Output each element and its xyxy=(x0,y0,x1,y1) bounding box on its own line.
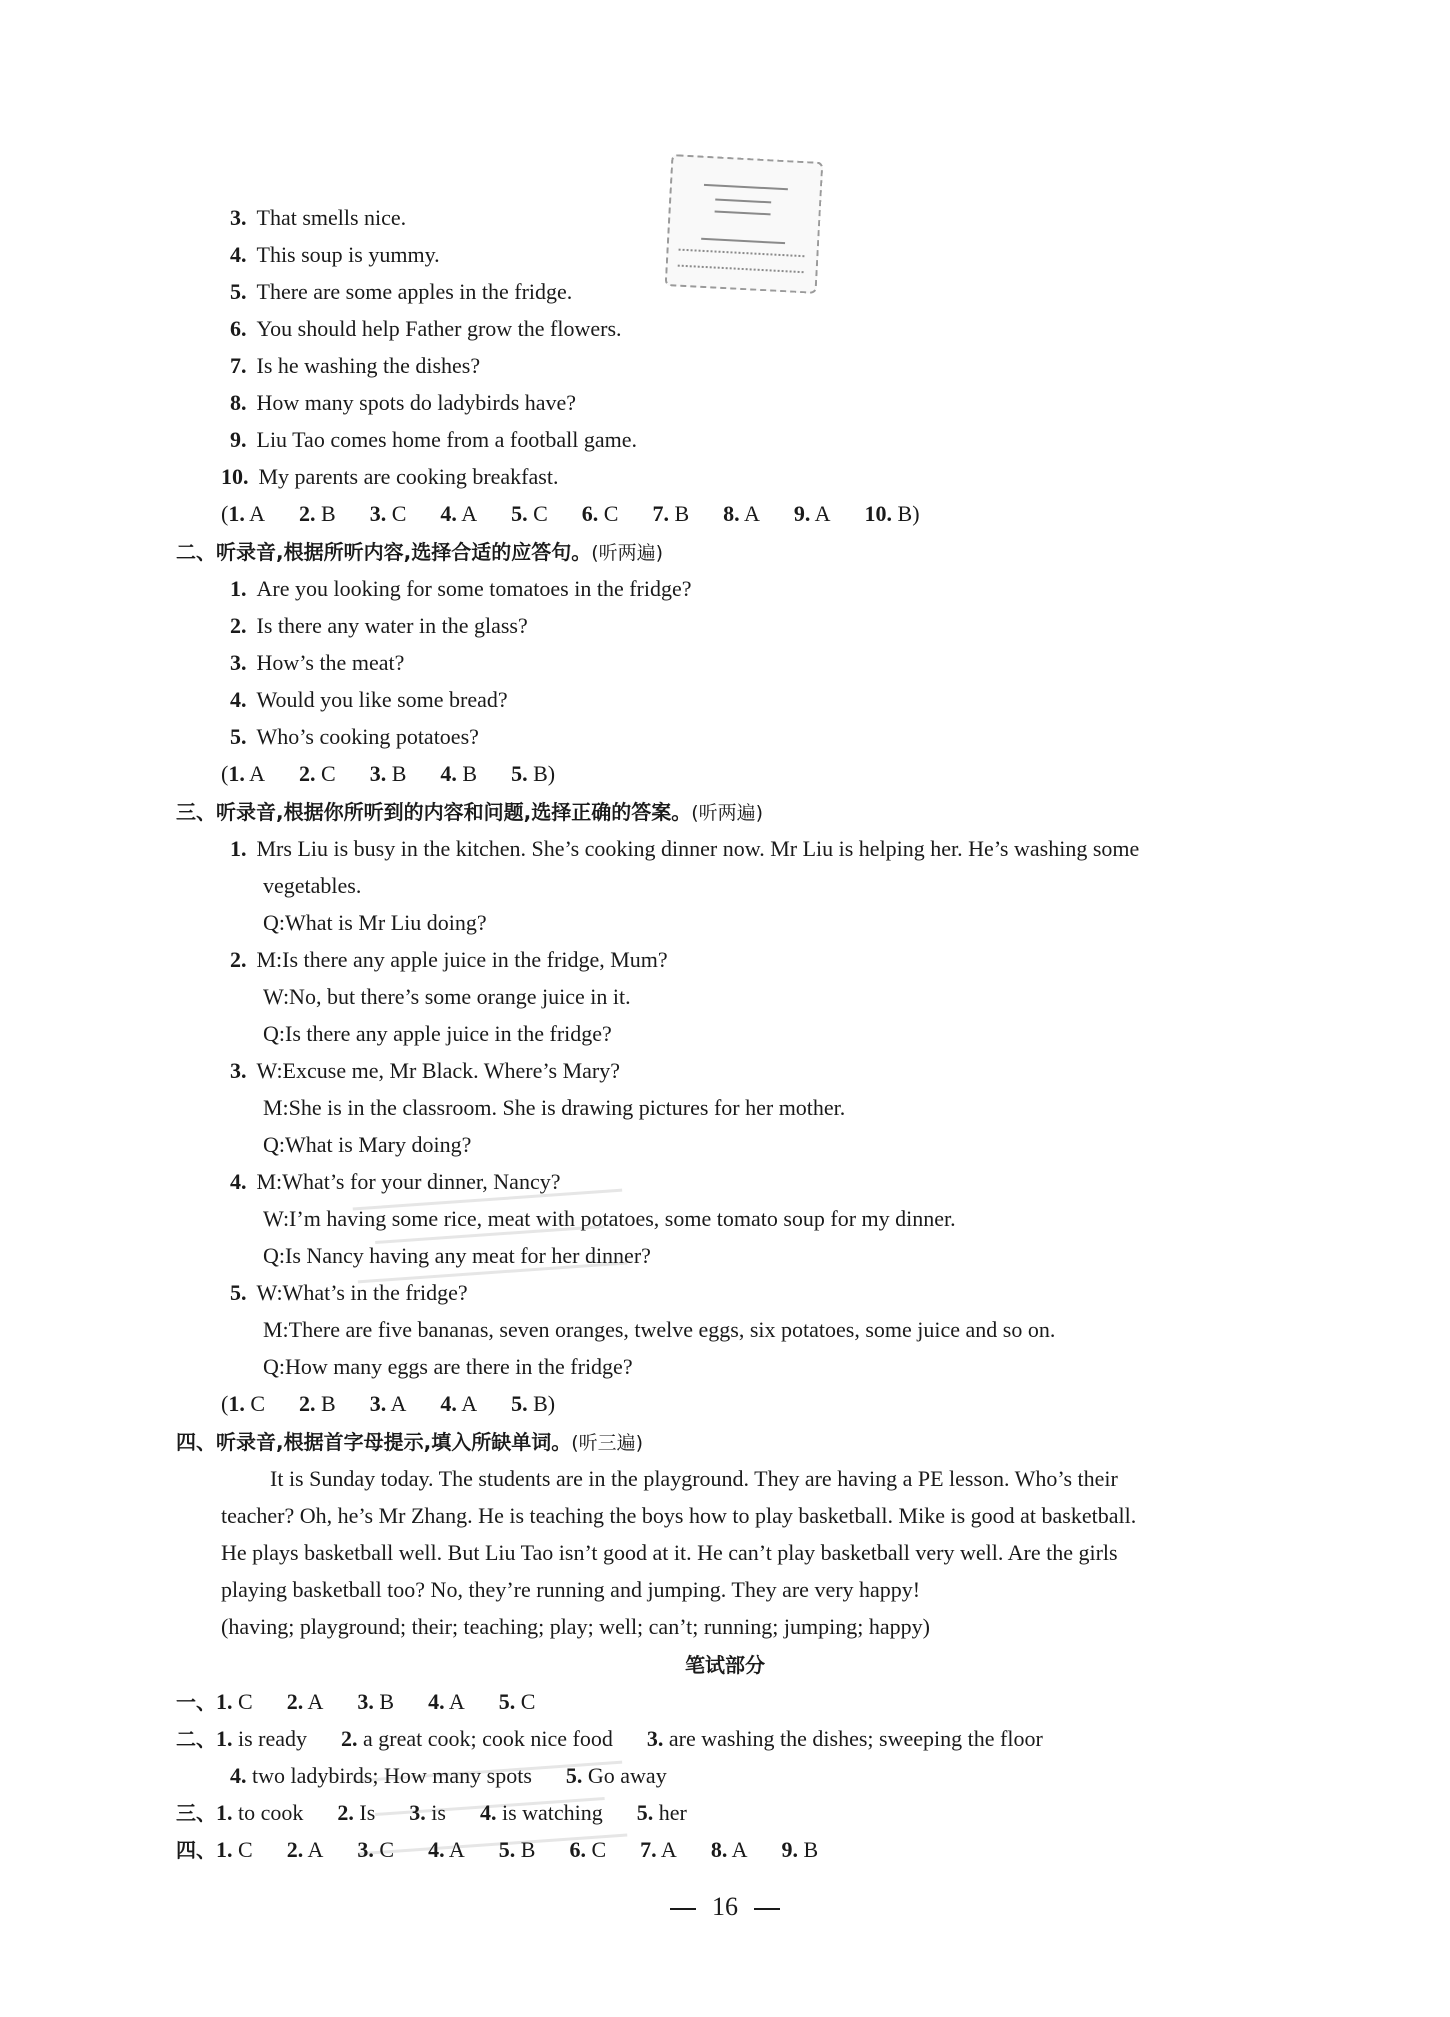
list-item: 3. How’s the meat? xyxy=(230,650,405,675)
stamp-logo-mark xyxy=(701,184,788,244)
paragraph-line: He plays basketball well. But Liu Tao isn’t good at it. He can’t play basketball very well. Are the girls xyxy=(221,1540,1118,1565)
list-item: 4. Would you like some bread? xyxy=(230,687,508,712)
question-line: Q:What is Mr Liu doing? xyxy=(263,910,487,935)
paragraph-line: It is Sunday today. The students are in the playground. They are having a PE lesson. Who’s their xyxy=(270,1466,1118,1491)
dialogue-line: M:There are five bananas, seven oranges, twelve eggs, six potatoes, some juice and so on. xyxy=(263,1317,1056,1342)
list-item: 10. My parents are cooking breakfast. xyxy=(221,464,559,489)
answer-row: 三、1. to cook 2. Is 3. is 4. is watching 5. her xyxy=(176,1800,687,1825)
page-number: 16 xyxy=(0,1890,1450,1924)
question-line: Q:Is Nancy having any meat for her dinner? xyxy=(263,1243,651,1268)
list-item: 6. You should help Father grow the flowers. xyxy=(230,316,622,341)
list-item: 5. There are some apples in the fridge. xyxy=(230,279,573,304)
question-line: Q:How many eggs are there in the fridge? xyxy=(263,1354,633,1379)
list-item: 4. This soup is yummy. xyxy=(230,242,440,267)
answer-key: (1. A 2. C 3. B 4. B 5. B) xyxy=(221,761,556,786)
dialogue-line: M:She is in the classroom. She is drawing pictures for her mother. xyxy=(263,1095,846,1120)
list-item: 5. W:What’s in the fridge? xyxy=(230,1280,468,1305)
homework-stamp-logo xyxy=(665,154,824,294)
answer-row: 一、1. C 2. A 3. B 4. A 5. C xyxy=(176,1689,536,1714)
paragraph-line: teacher? Oh, he’s Mr Zhang. He is teaching the boys how to play basketball. Mike is good at basketball. xyxy=(221,1503,1137,1528)
list-item: 9. Liu Tao comes home from a football game. xyxy=(230,427,637,452)
answer-row: 四、1. C 2. A 3. C 4. A 5. B 6. C 7. A 8. A 9. B xyxy=(176,1837,819,1862)
dialogue-line: W:I’m having some rice, meat with potatoes, some tomato soup for my dinner. xyxy=(263,1206,956,1231)
section-heading: 四、听录音,根据首字母提示,填入所缺单词。(听三遍) xyxy=(176,1430,644,1454)
question-line: Q:What is Mary doing? xyxy=(263,1132,472,1157)
dash-left xyxy=(670,1908,696,1910)
list-item: 4. M:What’s for your dinner, Nancy? xyxy=(230,1169,561,1194)
answer-key: (having; playground; their; teaching; play; well; can’t; running; jumping; happy) xyxy=(221,1614,930,1639)
list-item-continuation: vegetables. xyxy=(263,873,362,898)
written-section-title: 笔试部分 xyxy=(685,1653,765,1677)
answer-key: (1. A 2. B 3. C 4. A 5. C 6. C 7. B 8. A 9. A 10. B) xyxy=(221,501,920,526)
section-heading: 三、听录音,根据你所听到的内容和问题,选择正确的答案。(听两遍) xyxy=(176,800,764,824)
list-item: 1. Are you looking for some tomatoes in the fridge? xyxy=(230,576,692,601)
dash-right xyxy=(754,1908,780,1910)
dialogue-line: W:No, but there’s some orange juice in it. xyxy=(263,984,631,1009)
list-item: 3. W:Excuse me, Mr Black. Where’s Mary? xyxy=(230,1058,620,1083)
list-item: 8. How many spots do ladybirds have? xyxy=(230,390,577,415)
list-item: 3. That smells nice. xyxy=(230,205,407,230)
question-line: Q:Is there any apple juice in the fridge? xyxy=(263,1021,612,1046)
section-heading: 二、听录音,根据所听内容,选择合适的应答句。(听两遍) xyxy=(176,540,664,564)
stamp-logo-strip xyxy=(678,249,805,274)
answer-row: 4. two ladybirds; How many spots 5. Go away xyxy=(230,1763,667,1788)
list-item: 2. Is there any water in the glass? xyxy=(230,613,528,638)
list-item: 1. Mrs Liu is busy in the kitchen. She’s cooking dinner now. Mr Liu is helping her. He’s washing some xyxy=(230,836,1140,861)
answer-row: 二、1. is ready 2. a great cook; cook nice food 3. are washing the dishes; sweeping the floor xyxy=(176,1726,1043,1751)
answer-key: (1. C 2. B 3. A 4. A 5. B) xyxy=(221,1391,556,1416)
list-item: 7. Is he washing the dishes? xyxy=(230,353,481,378)
paragraph-line: playing basketball too? No, they’re running and jumping. They are very happy! xyxy=(221,1577,921,1602)
list-item: 2. M:Is there any apple juice in the fridge, Mum? xyxy=(230,947,668,972)
list-item: 5. Who’s cooking potatoes? xyxy=(230,724,479,749)
